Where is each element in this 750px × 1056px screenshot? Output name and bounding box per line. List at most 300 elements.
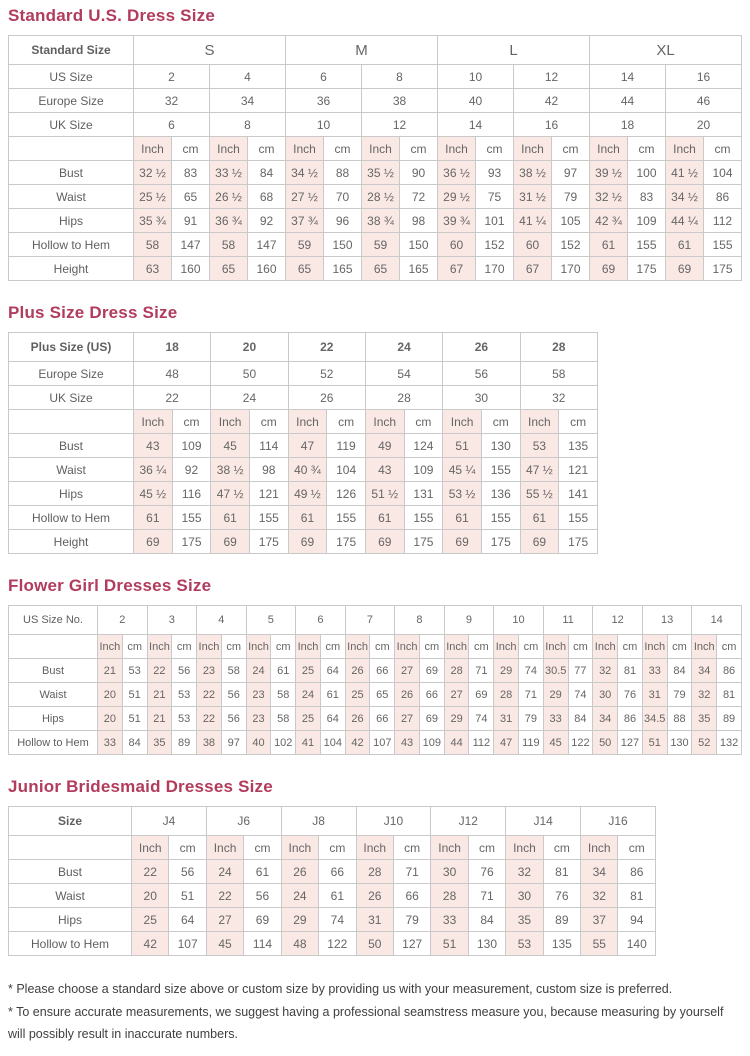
row-label: Waist	[9, 683, 98, 707]
value-cell: 69	[365, 530, 404, 554]
size-group-cell: 2	[98, 606, 148, 635]
footnote-standard-size: * Please choose a standard size above or custom size by providing us with your measurement, custom size is preferred.	[8, 982, 673, 996]
value-cell: 56	[172, 659, 197, 683]
unit-cell: Inch	[593, 635, 618, 659]
size-group-cell: XL	[590, 36, 742, 65]
value-cell: 86	[618, 707, 643, 731]
row-label: Bust	[9, 860, 132, 884]
value-cell: 69	[443, 530, 482, 554]
value-cell: 29	[281, 908, 318, 932]
unit-cell: Inch	[147, 635, 172, 659]
value-cell: 34 ½	[666, 185, 704, 209]
value-cell: 81	[543, 860, 580, 884]
size-cell: 50	[211, 362, 288, 386]
row-label: US Size No.	[9, 606, 98, 635]
value-cell: 76	[618, 683, 643, 707]
value-cell: 39 ½	[590, 161, 628, 185]
unit-cell: cm	[320, 635, 345, 659]
value-cell: 21	[147, 683, 172, 707]
value-cell: 104	[704, 161, 742, 185]
value-cell: 69	[666, 257, 704, 281]
value-cell: 35 ½	[362, 161, 400, 185]
size-group-cell: S	[134, 36, 286, 65]
unit-cell: Inch	[520, 410, 559, 434]
unit-cell: Inch	[642, 635, 667, 659]
plus-size-section	[8, 303, 742, 554]
footnotes	[8, 978, 742, 1046]
value-cell: 155	[628, 233, 666, 257]
value-cell: 58	[134, 233, 172, 257]
value-cell: 66	[319, 860, 356, 884]
size-group-cell: 28	[520, 333, 597, 362]
value-cell: 74	[469, 707, 494, 731]
value-cell: 32 ½	[590, 185, 628, 209]
value-cell: 141	[559, 482, 598, 506]
value-cell: 43	[134, 434, 173, 458]
value-cell: 97	[221, 731, 246, 755]
row-label: UK Size	[9, 386, 134, 410]
value-cell: 175	[481, 530, 520, 554]
size-group-cell: 4	[197, 606, 247, 635]
value-cell: 55	[581, 932, 618, 956]
value-cell: 114	[244, 932, 281, 956]
value-cell: 24	[246, 659, 271, 683]
size-cell: 18	[590, 113, 666, 137]
value-cell: 136	[481, 482, 520, 506]
junior-bridesmaid-table	[8, 806, 656, 956]
size-cell: 4	[210, 65, 286, 89]
value-cell: 147	[172, 233, 210, 257]
size-cell: 14	[590, 65, 666, 89]
value-cell: 84	[667, 659, 692, 683]
unit-cell: Inch	[286, 137, 324, 161]
value-cell: 29 ½	[438, 185, 476, 209]
unit-cell: Inch	[206, 836, 243, 860]
value-cell: 28	[444, 659, 469, 683]
value-cell: 51	[431, 932, 468, 956]
value-cell: 20	[132, 884, 169, 908]
value-cell: 20	[98, 683, 123, 707]
value-cell: 93	[476, 161, 514, 185]
value-cell: 104	[327, 458, 366, 482]
value-cell: 79	[667, 683, 692, 707]
row-label: Hips	[9, 908, 132, 932]
value-cell: 102	[271, 731, 296, 755]
unit-cell: Inch	[288, 410, 327, 434]
value-cell: 155	[481, 458, 520, 482]
unit-cell: Inch	[281, 836, 318, 860]
value-cell: 25	[296, 659, 321, 683]
value-cell: 175	[704, 257, 742, 281]
value-cell: 175	[249, 530, 288, 554]
value-cell: 112	[704, 209, 742, 233]
value-cell: 45 ½	[134, 482, 173, 506]
value-cell: 56	[221, 707, 246, 731]
unit-cell: cm	[400, 137, 438, 161]
value-cell: 69	[211, 530, 250, 554]
value-cell: 31	[356, 908, 393, 932]
value-cell: 25	[132, 908, 169, 932]
value-cell: 53	[122, 659, 147, 683]
value-cell: 26 ½	[210, 185, 248, 209]
value-cell: 53	[520, 434, 559, 458]
value-cell: 175	[628, 257, 666, 281]
value-cell: 45	[206, 932, 243, 956]
value-cell: 31	[494, 707, 519, 731]
value-cell: 119	[519, 731, 544, 755]
value-cell: 122	[568, 731, 593, 755]
unit-cell: Inch	[210, 137, 248, 161]
value-cell: 84	[568, 707, 593, 731]
size-group-cell: J16	[581, 807, 656, 836]
value-cell: 38 ½	[211, 458, 250, 482]
unit-cell: cm	[419, 635, 444, 659]
value-cell: 42 ¾	[590, 209, 628, 233]
junior-bridesmaid-section	[8, 777, 742, 956]
value-cell: 47 ½	[520, 458, 559, 482]
value-cell: 74	[319, 908, 356, 932]
value-cell: 51	[169, 884, 206, 908]
size-cell: 8	[210, 113, 286, 137]
standard-size-table	[8, 35, 742, 281]
value-cell: 88	[667, 707, 692, 731]
size-group-cell: 5	[246, 606, 296, 635]
value-cell: 26	[356, 884, 393, 908]
value-cell: 45	[211, 434, 250, 458]
value-cell: 130	[667, 731, 692, 755]
value-cell: 72	[400, 185, 438, 209]
value-cell: 64	[169, 908, 206, 932]
unit-cell: Inch	[431, 836, 468, 860]
value-cell: 155	[704, 233, 742, 257]
unit-cell: cm	[468, 836, 505, 860]
size-cell: 22	[134, 386, 211, 410]
value-cell: 147	[248, 233, 286, 257]
row-label: Size	[9, 807, 132, 836]
value-cell: 86	[717, 659, 742, 683]
value-cell: 92	[248, 209, 286, 233]
value-cell: 155	[172, 506, 211, 530]
value-cell: 109	[419, 731, 444, 755]
value-cell: 61	[134, 506, 173, 530]
size-cell: 28	[365, 386, 442, 410]
plus-size-title: Plus Size Dress Size	[8, 303, 178, 322]
value-cell: 61	[666, 233, 704, 257]
value-cell: 27	[444, 683, 469, 707]
size-group-cell: 9	[444, 606, 494, 635]
flower-girl-title: Flower Girl Dresses Size	[8, 576, 212, 595]
value-cell: 155	[559, 506, 598, 530]
value-cell: 23	[246, 683, 271, 707]
size-cell: 26	[288, 386, 365, 410]
value-cell: 170	[552, 257, 590, 281]
size-cell: 36	[286, 89, 362, 113]
value-cell: 121	[249, 482, 288, 506]
value-cell: 69	[419, 707, 444, 731]
value-cell: 42	[132, 932, 169, 956]
unit-cell: Inch	[443, 410, 482, 434]
value-cell: 51	[122, 707, 147, 731]
value-cell: 77	[568, 659, 593, 683]
value-cell: 68	[248, 185, 286, 209]
value-cell: 67	[514, 257, 552, 281]
value-cell: 175	[172, 530, 211, 554]
row-label: Bust	[9, 161, 134, 185]
value-cell: 155	[481, 506, 520, 530]
value-cell: 23	[197, 659, 222, 683]
value-cell: 24	[281, 884, 318, 908]
value-cell: 61	[520, 506, 559, 530]
value-cell: 109	[628, 209, 666, 233]
value-cell: 105	[552, 209, 590, 233]
value-cell: 20	[98, 707, 123, 731]
size-group-cell: 26	[443, 333, 520, 362]
value-cell: 127	[393, 932, 430, 956]
value-cell: 37	[581, 908, 618, 932]
value-cell: 27	[395, 659, 420, 683]
value-cell: 51	[642, 731, 667, 755]
value-cell: 131	[404, 482, 443, 506]
value-cell: 81	[717, 683, 742, 707]
value-cell: 53	[506, 932, 543, 956]
unit-cell: cm	[248, 137, 286, 161]
size-group-cell: 12	[593, 606, 643, 635]
unit-cell: cm	[559, 410, 598, 434]
value-cell: 98	[249, 458, 288, 482]
size-cell: 16	[666, 65, 742, 89]
value-cell: 39 ¾	[438, 209, 476, 233]
value-cell: 22	[197, 683, 222, 707]
value-cell: 96	[324, 209, 362, 233]
value-cell: 152	[552, 233, 590, 257]
size-cell: 8	[362, 65, 438, 89]
unit-cell: Inch	[590, 137, 628, 161]
row-label	[9, 635, 98, 659]
size-group-cell: 8	[395, 606, 445, 635]
value-cell: 21	[98, 659, 123, 683]
value-cell: 130	[481, 434, 520, 458]
size-group-cell: J4	[132, 807, 207, 836]
unit-cell: cm	[704, 137, 742, 161]
value-cell: 41 ½	[666, 161, 704, 185]
value-cell: 51 ½	[365, 482, 404, 506]
unit-cell: Inch	[246, 635, 271, 659]
row-label: Waist	[9, 458, 134, 482]
size-cell: 44	[590, 89, 666, 113]
row-label: Height	[9, 257, 134, 281]
unit-cell: Inch	[444, 635, 469, 659]
value-cell: 28	[356, 860, 393, 884]
size-cell: 12	[514, 65, 590, 89]
size-group-cell: 7	[345, 606, 395, 635]
unit-cell: cm	[271, 635, 296, 659]
row-label: Bust	[9, 659, 98, 683]
unit-cell: Inch	[362, 137, 400, 161]
value-cell: 55 ½	[520, 482, 559, 506]
unit-cell: cm	[404, 410, 443, 434]
unit-cell: Inch	[296, 635, 321, 659]
size-cell: 32	[134, 89, 210, 113]
value-cell: 71	[469, 659, 494, 683]
value-cell: 33	[642, 659, 667, 683]
size-cell: 20	[666, 113, 742, 137]
value-cell: 109	[404, 458, 443, 482]
row-label: Hollow to Hem	[9, 731, 98, 755]
value-cell: 124	[404, 434, 443, 458]
value-cell: 24	[206, 860, 243, 884]
size-cell: 46	[666, 89, 742, 113]
value-cell: 66	[370, 659, 395, 683]
value-cell: 79	[519, 707, 544, 731]
unit-cell: Inch	[197, 635, 222, 659]
value-cell: 26	[345, 659, 370, 683]
value-cell: 31 ½	[514, 185, 552, 209]
row-label	[9, 410, 134, 434]
size-group-cell: 3	[147, 606, 197, 635]
unit-cell: cm	[618, 635, 643, 659]
size-cell: 34	[210, 89, 286, 113]
standard-size-section	[8, 6, 742, 281]
unit-cell: Inch	[356, 836, 393, 860]
unit-cell: cm	[481, 410, 520, 434]
unit-cell: cm	[221, 635, 246, 659]
value-cell: 76	[468, 860, 505, 884]
value-cell: 34 ½	[286, 161, 324, 185]
value-cell: 74	[519, 659, 544, 683]
value-cell: 56	[169, 860, 206, 884]
value-cell: 83	[628, 185, 666, 209]
value-cell: 44 ¼	[666, 209, 704, 233]
value-cell: 92	[172, 458, 211, 482]
unit-cell: Inch	[581, 836, 618, 860]
row-label: Hollow to Hem	[9, 506, 134, 530]
value-cell: 114	[249, 434, 288, 458]
value-cell: 165	[324, 257, 362, 281]
unit-cell: cm	[667, 635, 692, 659]
size-group-cell: 14	[692, 606, 742, 635]
value-cell: 33	[98, 731, 123, 755]
unit-cell: cm	[568, 635, 593, 659]
value-cell: 71	[519, 683, 544, 707]
unit-cell: cm	[618, 836, 656, 860]
unit-cell: cm	[393, 836, 430, 860]
value-cell: 38 ½	[514, 161, 552, 185]
value-cell: 165	[400, 257, 438, 281]
value-cell: 32 ½	[134, 161, 172, 185]
unit-cell: cm	[319, 836, 356, 860]
size-cell: 16	[514, 113, 590, 137]
value-cell: 76	[543, 884, 580, 908]
value-cell: 26	[281, 860, 318, 884]
value-cell: 58	[210, 233, 248, 257]
value-cell: 31	[642, 683, 667, 707]
size-cell: 54	[365, 362, 442, 386]
value-cell: 29	[444, 707, 469, 731]
value-cell: 130	[468, 932, 505, 956]
value-cell: 69	[288, 530, 327, 554]
value-cell: 160	[248, 257, 286, 281]
value-cell: 91	[172, 209, 210, 233]
value-cell: 71	[468, 884, 505, 908]
value-cell: 61	[365, 506, 404, 530]
value-cell: 32	[506, 860, 543, 884]
value-cell: 38 ¾	[362, 209, 400, 233]
size-group-cell: 11	[543, 606, 593, 635]
value-cell: 127	[618, 731, 643, 755]
value-cell: 26	[345, 707, 370, 731]
value-cell: 98	[400, 209, 438, 233]
size-group-cell: J8	[281, 807, 356, 836]
unit-cell: Inch	[395, 635, 420, 659]
value-cell: 79	[552, 185, 590, 209]
row-label: Standard Size	[9, 36, 134, 65]
value-cell: 45 ¼	[443, 458, 482, 482]
value-cell: 44	[444, 731, 469, 755]
value-cell: 152	[476, 233, 514, 257]
value-cell: 29	[494, 659, 519, 683]
value-cell: 61	[271, 659, 296, 683]
value-cell: 61	[211, 506, 250, 530]
value-cell: 65	[286, 257, 324, 281]
value-cell: 65	[210, 257, 248, 281]
value-cell: 49 ½	[288, 482, 327, 506]
value-cell: 65	[172, 185, 210, 209]
value-cell: 32	[593, 659, 618, 683]
value-cell: 27	[395, 707, 420, 731]
value-cell: 25	[296, 707, 321, 731]
unit-cell: cm	[543, 836, 580, 860]
value-cell: 104	[320, 731, 345, 755]
unit-cell: Inch	[365, 410, 404, 434]
value-cell: 33 ½	[210, 161, 248, 185]
value-cell: 86	[618, 860, 656, 884]
value-cell: 61	[288, 506, 327, 530]
value-cell: 43	[365, 458, 404, 482]
flower-girl-section	[8, 576, 742, 755]
unit-cell: Inch	[134, 137, 172, 161]
value-cell: 155	[404, 506, 443, 530]
value-cell: 84	[468, 908, 505, 932]
row-label: Hips	[9, 209, 134, 233]
value-cell: 25	[345, 683, 370, 707]
value-cell: 33	[431, 908, 468, 932]
value-cell: 28	[431, 884, 468, 908]
value-cell: 69	[520, 530, 559, 554]
value-cell: 61	[319, 884, 356, 908]
row-label: US Size	[9, 65, 134, 89]
size-cell: 58	[520, 362, 597, 386]
value-cell: 69	[134, 530, 173, 554]
size-cell: 6	[286, 65, 362, 89]
value-cell: 22	[132, 860, 169, 884]
unit-cell: Inch	[211, 410, 250, 434]
value-cell: 43	[395, 731, 420, 755]
value-cell: 23	[246, 707, 271, 731]
value-cell: 34	[593, 707, 618, 731]
plus-size-table	[8, 332, 598, 554]
value-cell: 175	[404, 530, 443, 554]
size-group-cell: 20	[211, 333, 288, 362]
value-cell: 41	[296, 731, 321, 755]
row-label: Hips	[9, 707, 98, 731]
value-cell: 84	[122, 731, 147, 755]
value-cell: 64	[320, 707, 345, 731]
value-cell: 38	[197, 731, 222, 755]
value-cell: 88	[324, 161, 362, 185]
row-label: Waist	[9, 884, 132, 908]
value-cell: 61	[590, 233, 628, 257]
size-cell: 40	[438, 89, 514, 113]
